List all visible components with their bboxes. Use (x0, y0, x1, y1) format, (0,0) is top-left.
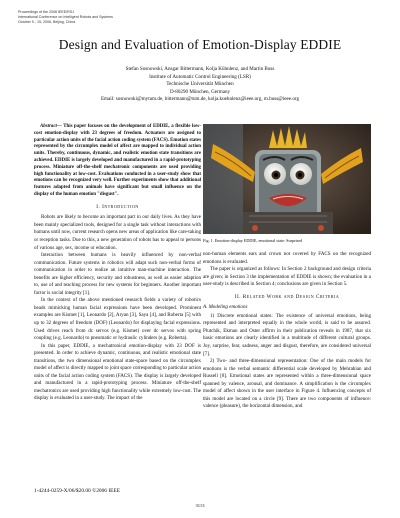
author-names: Stefan Sosnowski, Ansgar Bittermann, Kolja Kühnlenz, and Martin Buss (125, 66, 275, 72)
author-email: Email: sosnowski@mytum.de, bittermann@tum.de, kolja.kuehnlenz@ieee.org, m.buss@ieee.org (100, 96, 300, 103)
abstract-lead: Abstract— (40, 124, 62, 129)
page-number: 3113 (195, 503, 205, 508)
eddie-robot-illustration (203, 124, 371, 234)
paper-title: Design and Evaluation of Emotion-Display EDDIE (58, 37, 342, 52)
right-paragraph: non-human elements ears and crown not covered by FACS on the recognized emotions is evaluated. (203, 251, 371, 265)
figure-caption: Fig. 1. Emotion-display EDDIE, emotional state: Surprised (203, 238, 303, 243)
abstract-text: This paper focuses on the development of EDDIE, a flexible low-cost emotion-display with 23 degrees of freedom. Actuators are assigned to particular action units of the facial action coding system (FACS). Emotion states represented by the circumplex model of affect are mapped to individual action units. Thereby, continuous, dynamic, and realistic emotion state transitions are achieved. EDDIE is largely developed and manufactured in a rapid-prototyping process. Miniature off-the-shelf mechatronic components are used providing high functionality at low-cost. Evaluations conducted in a user-study show that emotions can be recognized very well. Further experiments show that additional features adapted from animals have significant but small influence on the display of the human emotion "disgust". (34, 124, 201, 197)
left-column (34, 124, 201, 403)
section-heading-introduction: I. Introduction (96, 203, 139, 210)
intro-paragraph: In this paper, EDDIE, a mechatronical emotion-display with 23 DOF is presented. In order to achieve dynamic, continuous, and realistic emotional state transitions, the two dimensional emotional state-space based on the circumplex model of affect is directly mapped to joint space corresponding to particular action units of the facial action coding system (FACS). The display is largely developed and manufactured in a rapid-prototyping process. Miniature off-the-shelf mechatronics are used providing high functionality while extremely low-cost. The display is evaluated in a user-study. The impact of the (34, 342, 201, 402)
intro-paragraph: Robots are likely to become an important part in our daily lives. As they have been mainly specialized tools, designed for a single task without interactions with humans until now, current research opens new areas of application like care-taking or reception tasks. Due to this, a new generation of robots has to appeal to persons of various age, sex, income or education. (34, 214, 201, 251)
abstract (34, 124, 201, 199)
right-paragraph: The paper is organized as follows: In Section 2 background and design criteria are given; in Section 3 the implementation of EDDIE is shown; the evaluation in a user-study is described in Section 4; conclusions are given in Section 5. (203, 266, 371, 288)
figure-eddie-photo (203, 124, 371, 234)
author-block (0, 66, 400, 104)
copyright-line: 1-4244-0259-X/06/$20.00 ©2006 IEEE (34, 488, 120, 494)
intro-paragraph: Interaction between humans is heavily influenced by non-verbal communication. Future systems in robotics will adapt such non-verbal forms of communication in order to realize an intuitive man-machine interaction. The benefits are higher efficiency, security and robustness, as well as easier adaption to, use of and teaching process for new systems for beginners. Another important factor is social integrity [1]. (34, 252, 201, 296)
proceedings-header (18, 10, 113, 25)
modeling-paragraph: 2) Two- and three-dimensional representation: One of the main models for emotions is the verbal semantic differential scale developed by Mehrabian and Russell [8]. Emotional states are represented within a three-dimensional space spanned by valence, arousal, and dominance. A simplification is the circumplex model of affect shown in the user interface in Figure 4. Influencing concepts of this model are located on a circle [9]. There are two components of influence: valence (pleasure), the horizontal dimension, and (203, 358, 371, 410)
section-heading-related-work: II. Related Work and Design Criteria (234, 293, 340, 300)
author-address: D-80290 München, Germany (169, 88, 231, 95)
author-institute: Institute of Automatic Control Engineering (LSR) (149, 73, 251, 80)
proceedings-line-3: October 9 - 15, 2006, Beijing, China (18, 20, 76, 24)
modeling-paragraph: 1) Discrete emotional states: The existence of universal emotions, being represented and interpreted equally in the whole world, is said to be assured. Plutchik, Ekman and Oster affirm in their publication reveals in 1987, that six basic emotions are clearly identified in a multitude of different cultural groups. Joy, surprise, fear, sadness, anger and disgust, therefore, are considered universal [7]. (203, 312, 371, 357)
subsection-heading-modeling-emotions: A. Modeling emotions (203, 304, 248, 311)
right-column (203, 124, 371, 411)
author-university: Technische Universität München (166, 81, 234, 88)
proceedings-line-1: Proceedings of the 2006 IEEE/RSJ (18, 10, 74, 14)
proceedings-line-2: International Conference on Intelligent Robots and Systems (18, 15, 113, 19)
intro-paragraph: In the context of the above mentioned research fields a variety of robotics heads mimicking human facial expressions have been developed. Prominent examples are Kismet [1], Leonardo [2], Aryan [3], Saya [4], and Roberta [5] with up to 32 degrees of freedom (DOF) (Leonardo) for displaying facial expressions. Used drives reach from dc servos (e.g. Kismet) over dc servos with spring coupling (e.g. Leonardo) to pneumatic or hydraulic cylinders (e.g. Roberta). (34, 297, 201, 342)
